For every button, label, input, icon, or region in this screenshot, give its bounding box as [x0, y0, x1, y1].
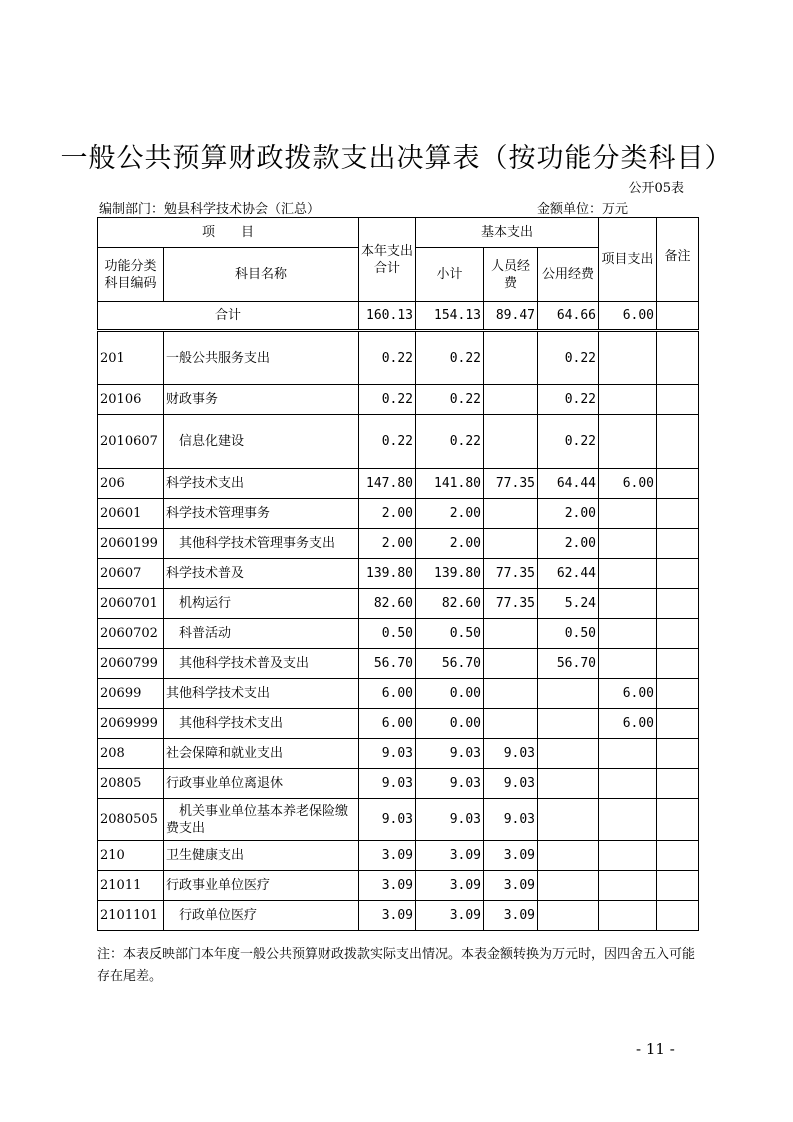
row-name: 其他科学技术普及支出: [164, 649, 359, 679]
row-public: [538, 871, 599, 901]
table-row: [98, 871, 699, 901]
row-name: 机关事业单位基本养老保险缴费支出: [164, 799, 359, 841]
row-total: 6.00: [359, 709, 416, 739]
row-total: 0.22: [359, 415, 416, 469]
header-project: 项目支出: [599, 218, 657, 302]
row-public: [538, 799, 599, 841]
row-personnel: [484, 529, 538, 559]
row-project: 6.00: [599, 709, 657, 739]
row-personnel: [484, 331, 538, 385]
row-subtotal: 0.00: [416, 709, 484, 739]
row-code: 20106: [98, 385, 164, 415]
table-row: [98, 649, 699, 679]
row-name: 其他科学技术管理事务支出: [164, 529, 359, 559]
total-public: 64.66: [538, 302, 599, 331]
row-total: 2.00: [359, 499, 416, 529]
row-remark: [657, 415, 699, 469]
total-total: 160.13: [359, 302, 416, 331]
row-subtotal: 3.09: [416, 871, 484, 901]
header-personnel: 人员经费: [484, 248, 538, 302]
row-personnel: 9.03: [484, 769, 538, 799]
row-remark: [657, 499, 699, 529]
row-name: 行政事业单位医疗: [164, 871, 359, 901]
row-total: 9.03: [359, 769, 416, 799]
table-row: [98, 529, 699, 559]
table-row: [98, 415, 699, 469]
header-name: 科目名称: [164, 248, 359, 302]
row-public: 0.22: [538, 415, 599, 469]
row-project: [599, 769, 657, 799]
header-basic: 基本支出: [416, 218, 599, 248]
table-row: [98, 385, 699, 415]
header-code: 功能分类科目编码: [98, 248, 164, 302]
row-total: 147.80: [359, 469, 416, 499]
total-project: 6.00: [599, 302, 657, 331]
row-subtotal: 141.80: [416, 469, 484, 499]
table-row: [98, 709, 699, 739]
row-code: 206: [98, 469, 164, 499]
row-remark: [657, 385, 699, 415]
row-name: 科普活动: [164, 619, 359, 649]
row-subtotal: 56.70: [416, 649, 484, 679]
row-subtotal: 0.22: [416, 331, 484, 385]
header-total: 本年支出合计: [359, 218, 416, 302]
row-subtotal: 2.00: [416, 499, 484, 529]
table-row: [98, 799, 699, 841]
expenditure-table: [97, 217, 699, 931]
row-project: [599, 871, 657, 901]
row-project: [599, 649, 657, 679]
row-public: 0.22: [538, 385, 599, 415]
row-project: [599, 799, 657, 841]
row-subtotal: 2.00: [416, 529, 484, 559]
row-personnel: [484, 709, 538, 739]
total-subtotal: 154.13: [416, 302, 484, 331]
row-name: 机构运行: [164, 589, 359, 619]
row-name: 其他科学技术支出: [164, 709, 359, 739]
row-remark: [657, 799, 699, 841]
row-public: [538, 709, 599, 739]
row-remark: [657, 739, 699, 769]
department-label: 编制部门：勉县科学技术协会（汇总）: [99, 202, 321, 217]
row-project: [599, 385, 657, 415]
row-personnel: 77.35: [484, 469, 538, 499]
row-personnel: [484, 499, 538, 529]
row-public: [538, 679, 599, 709]
row-subtotal: 82.60: [416, 589, 484, 619]
row-remark: [657, 619, 699, 649]
row-remark: [657, 469, 699, 499]
row-remark: [657, 559, 699, 589]
row-code: 2101101: [98, 901, 164, 931]
row-public: 0.50: [538, 619, 599, 649]
row-project: [599, 589, 657, 619]
row-name: 卫生健康支出: [164, 841, 359, 871]
row-remark: [657, 529, 699, 559]
row-subtotal: 0.22: [416, 385, 484, 415]
row-project: [599, 619, 657, 649]
row-code: 208: [98, 739, 164, 769]
row-code: 2010607: [98, 415, 164, 469]
row-code: 2060799: [98, 649, 164, 679]
row-total: 9.03: [359, 739, 416, 769]
row-remark: [657, 769, 699, 799]
row-name: 一般公共服务支出: [164, 331, 359, 385]
row-personnel: [484, 385, 538, 415]
header-public: 公用经费: [538, 248, 599, 302]
row-personnel: 3.09: [484, 871, 538, 901]
table-row: [98, 901, 699, 931]
row-total: 139.80: [359, 559, 416, 589]
row-total: 9.03: [359, 799, 416, 841]
row-subtotal: 0.50: [416, 619, 484, 649]
row-remark: [657, 841, 699, 871]
unit-label: 金额单位：万元: [537, 202, 629, 217]
row-public: 62.44: [538, 559, 599, 589]
row-name: 行政单位医疗: [164, 901, 359, 931]
row-subtotal: 9.03: [416, 769, 484, 799]
row-project: [599, 901, 657, 931]
row-name: 科学技术普及: [164, 559, 359, 589]
row-personnel: 3.09: [484, 901, 538, 931]
page-number: - 11 -: [636, 1040, 675, 1058]
total-personnel: 89.47: [484, 302, 538, 331]
row-project: [599, 331, 657, 385]
row-code: 2060199: [98, 529, 164, 559]
table-row: [98, 559, 699, 589]
row-personnel: 9.03: [484, 799, 538, 841]
header-remark: 备注: [657, 218, 699, 302]
row-total: 56.70: [359, 649, 416, 679]
table-row: [98, 589, 699, 619]
total-row: [98, 302, 699, 331]
footnote: 注：本表反映部门本年度一般公共预算财政拨款实际支出情况。本表金额转换为万元时，因四舍五入可能存在尾差。: [97, 947, 696, 984]
row-total: 2.00: [359, 529, 416, 559]
row-personnel: 77.35: [484, 589, 538, 619]
row-project: 6.00: [599, 469, 657, 499]
row-total: 3.09: [359, 841, 416, 871]
table-row: [98, 619, 699, 649]
row-subtotal: 0.00: [416, 679, 484, 709]
row-name: 社会保障和就业支出: [164, 739, 359, 769]
total-label: 合计: [98, 302, 359, 331]
row-code: 21011: [98, 871, 164, 901]
row-code: 20699: [98, 679, 164, 709]
row-public: 5.24: [538, 589, 599, 619]
row-name: 其他科学技术支出: [164, 679, 359, 709]
row-total: 0.50: [359, 619, 416, 649]
header-subtotal: 小计: [416, 248, 484, 302]
row-remark: [657, 871, 699, 901]
row-code: 20607: [98, 559, 164, 589]
row-project: [599, 841, 657, 871]
row-project: [599, 739, 657, 769]
table-row: [98, 469, 699, 499]
page-title: 一般公共预算财政拨款支出决算表（按功能分类科目）: [60, 143, 733, 174]
row-code: 201: [98, 331, 164, 385]
row-subtotal: 3.09: [416, 901, 484, 931]
row-name: 科学技术管理事务: [164, 499, 359, 529]
row-public: 56.70: [538, 649, 599, 679]
table-row: [98, 499, 699, 529]
row-personnel: 77.35: [484, 559, 538, 589]
row-project: [599, 529, 657, 559]
row-subtotal: 9.03: [416, 739, 484, 769]
row-public: 64.44: [538, 469, 599, 499]
row-public: [538, 841, 599, 871]
row-code: 2069999: [98, 709, 164, 739]
row-project: 6.00: [599, 679, 657, 709]
row-personnel: 9.03: [484, 739, 538, 769]
row-public: 2.00: [538, 529, 599, 559]
table-row: [98, 679, 699, 709]
header-item: 项 目: [98, 218, 359, 248]
row-public: 0.22: [538, 331, 599, 385]
row-subtotal: 3.09: [416, 841, 484, 871]
row-code: 20805: [98, 769, 164, 799]
row-personnel: 3.09: [484, 841, 538, 871]
row-name: 科学技术支出: [164, 469, 359, 499]
row-total: 3.09: [359, 871, 416, 901]
row-total: 0.22: [359, 385, 416, 415]
row-public: [538, 901, 599, 931]
row-remark: [657, 709, 699, 739]
row-code: 210: [98, 841, 164, 871]
table-code: 公开05表: [628, 181, 684, 196]
row-name: 财政事务: [164, 385, 359, 415]
total-remark: [657, 302, 699, 331]
row-subtotal: 9.03: [416, 799, 484, 841]
row-project: [599, 415, 657, 469]
row-public: [538, 739, 599, 769]
row-total: 0.22: [359, 331, 416, 385]
row-total: 3.09: [359, 901, 416, 931]
row-subtotal: 0.22: [416, 415, 484, 469]
table-row: [98, 331, 699, 385]
row-code: 2060702: [98, 619, 164, 649]
row-project: [599, 499, 657, 529]
table-row: [98, 739, 699, 769]
row-code: 2060701: [98, 589, 164, 619]
row-remark: [657, 679, 699, 709]
row-code: 2080505: [98, 799, 164, 841]
row-name: 信息化建设: [164, 415, 359, 469]
row-remark: [657, 331, 699, 385]
row-personnel: [484, 679, 538, 709]
row-public: [538, 769, 599, 799]
row-subtotal: 139.80: [416, 559, 484, 589]
table-row: [98, 841, 699, 871]
row-personnel: [484, 415, 538, 469]
row-personnel: [484, 649, 538, 679]
row-code: 20601: [98, 499, 164, 529]
table-row: [98, 769, 699, 799]
row-remark: [657, 901, 699, 931]
row-public: 2.00: [538, 499, 599, 529]
row-remark: [657, 649, 699, 679]
row-name: 行政事业单位离退休: [164, 769, 359, 799]
row-remark: [657, 589, 699, 619]
row-personnel: [484, 619, 538, 649]
row-total: 82.60: [359, 589, 416, 619]
row-project: [599, 559, 657, 589]
row-total: 6.00: [359, 679, 416, 709]
